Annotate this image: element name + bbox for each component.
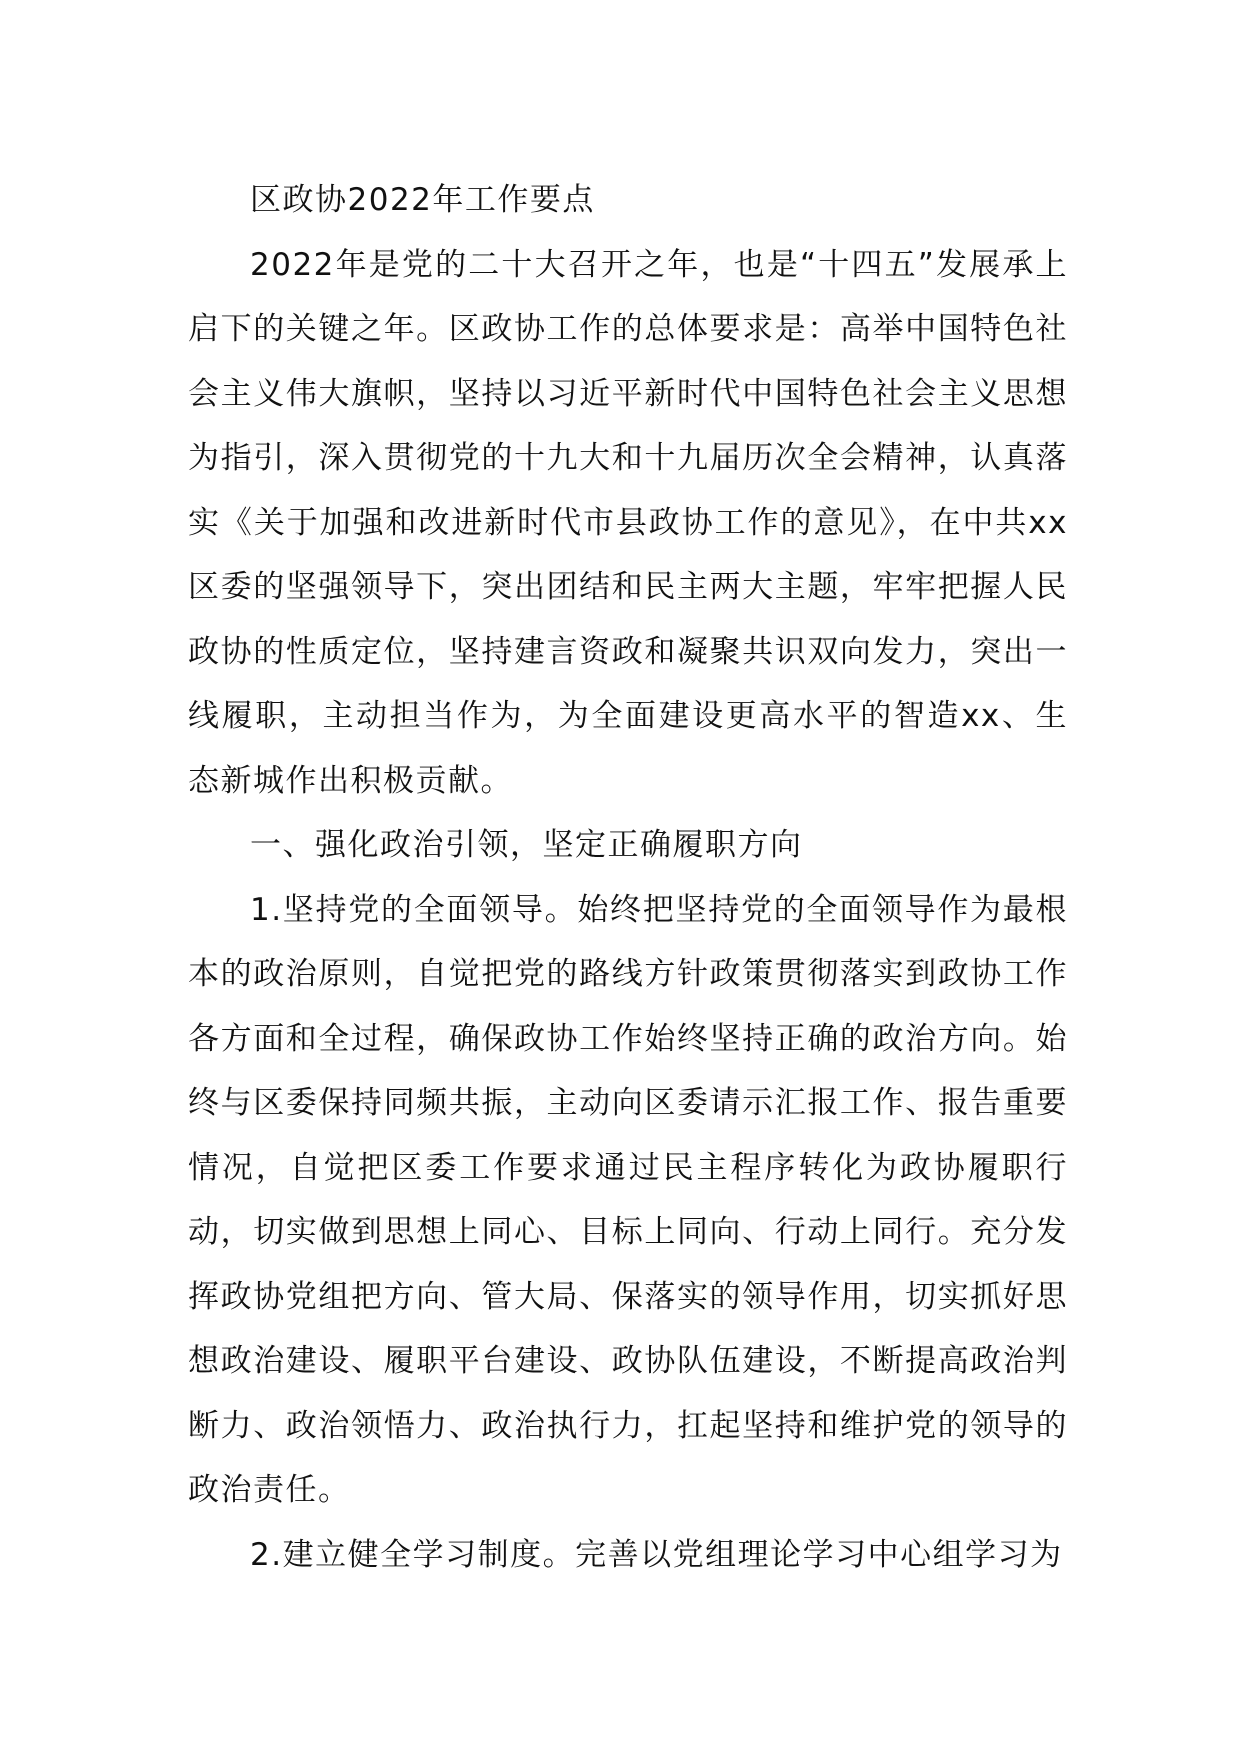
- section-1-item-1: 1.坚持党的全面领导。始终把坚持党的全面领导作为最根本的政治原则，自觉把党的路线方针政策贯彻落实到政协工作各方面和全过程，确保政协工作始终坚持正确的政治方向。始终与区委保持同频共振，主动向区委请示汇报工作、报告重要情况，自觉把区委工作要求通过民主程序转化为政协履职行动，切实做到思想上同心、目标上同向、行动上同行。充分发挥政协党组把方向、管大局、保落实的领导作用，切实抓好思想政治建设、履职平台建设、政协队伍建设，不断提高政治判断力、政治领悟力、政治执行力，扛起坚持和维护党的领导的政治责任。: [188, 891, 1068, 1508]
- intro-paragraph: 2022年是党的二十大召开之年，也是“十四五”发展承上启下的关键之年。区政协工作的总体要求是：高举中国特色社会主义伟大旗帜，坚持以习近平新时代中国特色社会主义思想为指引，深入贯彻党的十九大和十九届历次全会精神，认真落实《关于加强和改进新时代市县政协工作的意见》，在中共xx区委的坚强领导下，突出团结和民主两大主题，牢牢把握人民政协的性质定位，坚持建言资政和凝聚共识双向发力，突出一线履职，主动担当作为，为全面建设更高水平的智造xx、生态新城作出积极贡献。: [188, 246, 1068, 799]
- section-heading-1: 一、强化政治引领，坚定正确履职方向: [250, 827, 803, 863]
- document-title: 区政协2022年工作要点: [250, 182, 595, 218]
- section-1-item-2: 2.建立健全学习制度。完善以党组理论学习中心组学习为: [250, 1536, 1063, 1573]
- document-body: [188, 168, 1068, 1587]
